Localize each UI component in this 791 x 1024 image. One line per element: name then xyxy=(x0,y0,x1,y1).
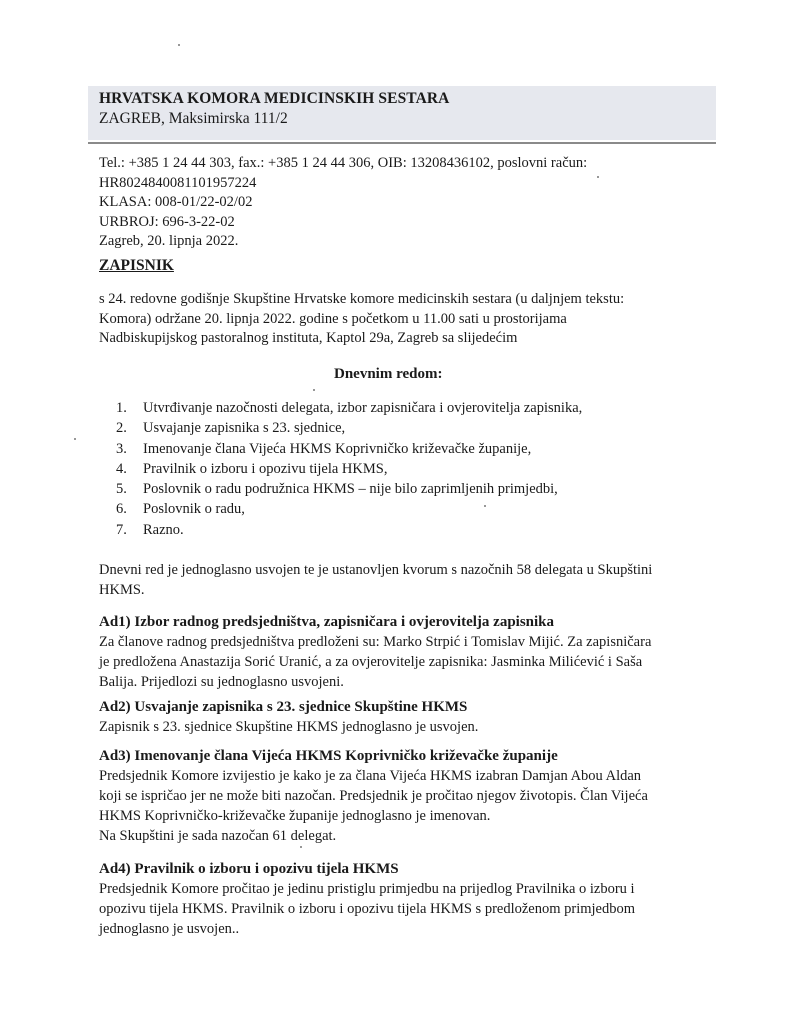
scan-speck xyxy=(313,389,315,391)
agenda-item xyxy=(116,520,582,540)
urbroj-line: URBROJ: 696-3-22-02 xyxy=(99,213,235,230)
agenda-item-number: 6. xyxy=(116,501,127,518)
agenda-item-number: 4. xyxy=(116,460,127,477)
agenda-item xyxy=(116,479,582,499)
section-line: Balija. Prijedlozi su jednoglasno usvojeni. xyxy=(99,674,344,690)
scan-speck xyxy=(178,44,180,46)
section-line: je predložena Anastazija Sorić Uranić, a za ovjerovitelje zapisnika: Jasminka Milićević i Saša xyxy=(99,654,643,670)
scan-speck xyxy=(597,176,599,178)
agenda-item-text: Razno. xyxy=(143,521,184,538)
intro-line: Nadbiskupijskog pastoralnog instituta, Kaptol 29a, Zagreb sa slijedećim xyxy=(99,330,518,346)
section-line: Za članove radnog predsjedništva predloženi su: Marko Strpić i Tomislav Mijić. Za zapisničara xyxy=(99,634,652,650)
quorum-line: Dnevni red je jednoglasno usvojen te je ustanovljen kvorum s nazočnih 58 delegata u Skupštini xyxy=(99,562,653,578)
section-line: jednoglasno je usvojen.. xyxy=(99,921,240,937)
contact-phone-line: Tel.: +385 1 24 44 303, fax.: +385 1 24 44 306, OIB: 13208436102, poslovni račun: xyxy=(99,155,588,171)
section-line: opozivu tijela HKMS. Pravilnik o izboru i opozivu tijela HKMS s predloženom primjedbom xyxy=(99,901,636,917)
contact-block xyxy=(99,154,587,252)
section-ad2 xyxy=(99,697,719,737)
section-heading: Ad3) Imenovanje člana Vijeća HKMS Koprivničko križevačke županije xyxy=(99,748,558,764)
section-ad1 xyxy=(99,612,719,692)
intro-line: s 24. redovne godišnje Skupštine Hrvatske komore medicinskih sestara (u daljnjem tekstu: xyxy=(99,291,625,307)
organization-name: HRVATSKA KOMORA MEDICINSKIH SESTARA xyxy=(99,90,450,107)
agenda-item xyxy=(116,499,582,519)
intro-line: Komora) održane 20. lipnja 2022. godine s početkom u 11.00 sati u prostorijama xyxy=(99,310,567,327)
agenda-item-number: 5. xyxy=(116,481,127,498)
agenda-list xyxy=(116,398,582,540)
section-line: Zapisnik s 23. sjednice Skupštine HKMS jednoglasno je usvojen. xyxy=(99,719,479,735)
document-title: ZAPISNIK xyxy=(99,257,174,274)
agenda-item xyxy=(116,439,582,459)
section-heading: Ad2) Usvajanje zapisnika s 23. sjednice Skupštine HKMS xyxy=(99,699,468,715)
agenda-item-number: 7. xyxy=(116,521,127,538)
quorum-paragraph xyxy=(99,560,719,600)
agenda-item xyxy=(116,459,582,479)
section-line: HKMS Koprivničko-križevačke županije jednoglasno je imenovan. xyxy=(99,808,491,824)
section-heading: Ad1) Izbor radnog predsjedništva, zapisničara i ovjerovitelja zapisnika xyxy=(99,614,555,630)
klasa-line: KLASA: 008-01/22-02/02 xyxy=(99,194,253,210)
agenda-heading: Dnevnim redom: xyxy=(334,366,443,382)
agenda-item-text: Poslovnik o radu podružnica HKMS – nije bilo zaprimljenih primjedbi, xyxy=(143,481,558,498)
section-ad3 xyxy=(99,746,719,846)
scan-speck xyxy=(484,505,486,507)
contact-account-line: HR8024840081101957224 xyxy=(99,174,257,191)
agenda-item-number: 3. xyxy=(116,440,127,457)
quorum-line: HKMS. xyxy=(99,582,145,598)
letterhead-divider xyxy=(88,142,716,144)
section-line: Na Skupštini je sada nazočan 61 delegat. xyxy=(99,828,337,844)
agenda-item-text: Usvajanje zapisnika s 23. sjednice, xyxy=(143,420,346,437)
scan-speck xyxy=(300,846,302,848)
agenda-item-number: 1. xyxy=(116,400,127,416)
section-line: koji se ispričao jer ne može biti nazočan. Predsjednik je pročitao njegov životopis. Član Vijeća xyxy=(99,788,648,804)
section-ad4 xyxy=(99,859,719,939)
section-line: Predsjednik Komore izvijestio je kako je za člana Vijeća HKMS izabran Damjan Abou Aldan xyxy=(99,768,642,784)
agenda-item-number: 2. xyxy=(116,420,127,437)
agenda-item-text: Utvrđivanje nazočnosti delegata, izbor zapisničara i ovjerovitelja zapisnika, xyxy=(143,400,583,416)
section-line: Predsjednik Komore pročitao je jedinu pristiglu primjedbu na prijedlog Pravilnika o izboru i xyxy=(99,881,635,897)
date-line: Zagreb, 20. lipnja 2022. xyxy=(99,233,239,249)
scan-speck xyxy=(74,438,76,440)
agenda-item-text: Poslovnik o radu, xyxy=(143,501,245,518)
agenda-item xyxy=(116,398,582,418)
agenda-item xyxy=(116,418,582,438)
organization-address: ZAGREB, Maksimirska 111/2 xyxy=(99,110,288,127)
intro-paragraph xyxy=(99,290,699,349)
section-heading: Ad4) Pravilnik o izboru i opozivu tijela HKMS xyxy=(99,861,399,877)
agenda-item-text: Imenovanje člana Vijeća HKMS Koprivničko križevačke županije, xyxy=(143,440,532,457)
agenda-item-text: Pravilnik o izboru i opozivu tijela HKMS, xyxy=(143,460,388,477)
